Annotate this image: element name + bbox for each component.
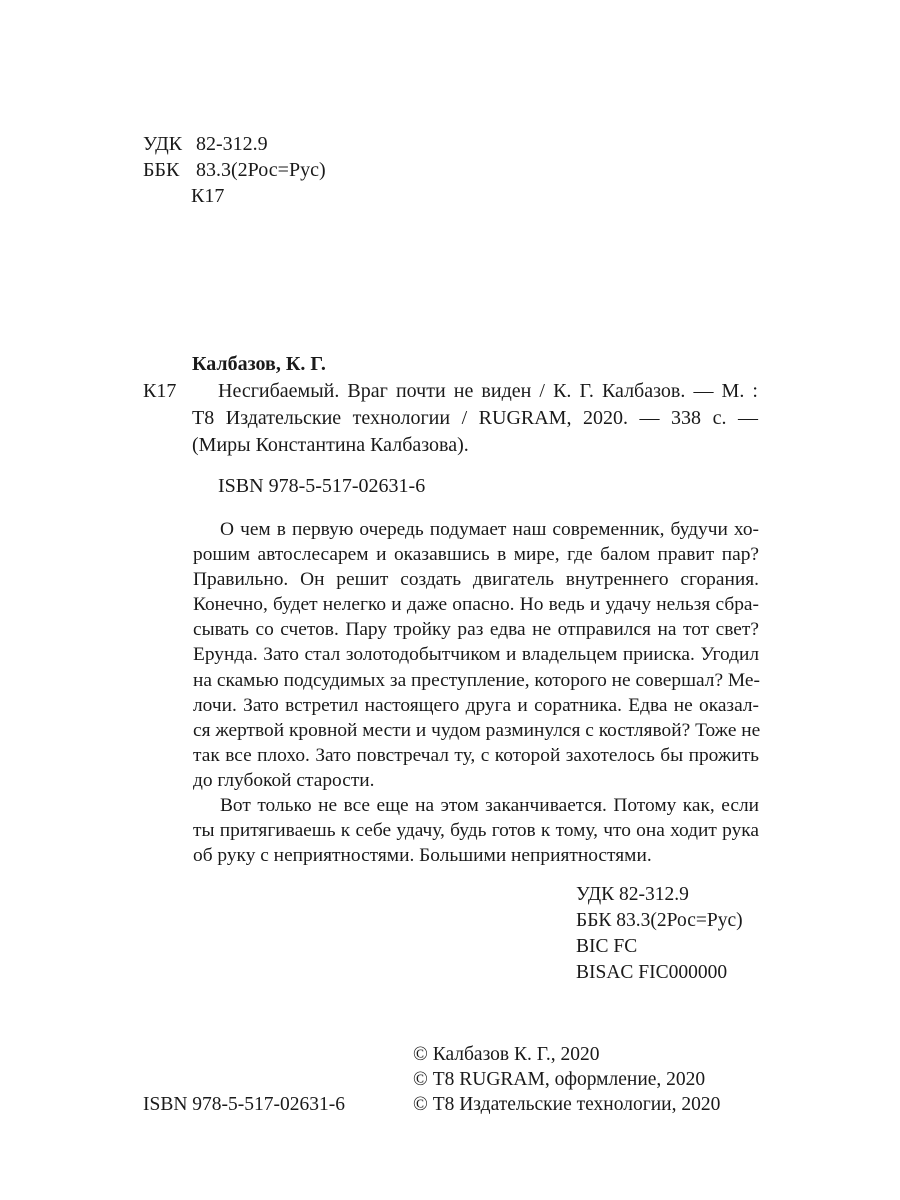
annotation-line: сывать со счетов. Пару тройку раз едва не отправился на тот свет? xyxy=(193,619,759,641)
annotation xyxy=(193,517,759,868)
copyright-publisher: © Т8 Издательские технологии, 2020 xyxy=(413,1094,721,1115)
annotation-line: Правильно. Он решит создать двигатель внутреннего сгорания. xyxy=(193,569,759,591)
bib-line-1: Несгибаемый. Враг почти не виден / К. Г. Калбазов. — М. : xyxy=(218,380,758,402)
udk-value: 82-312.9 xyxy=(196,133,268,155)
annotation-line: ся жертвой кровной мести и чудом разминулся с костлявой? Тоже не xyxy=(193,719,761,741)
bib-isbn: ISBN 978-5-517-02631-6 xyxy=(218,475,426,497)
bbk-label: ББК xyxy=(143,159,180,181)
annotation-line: об руку с неприятностями. Большими неприятностями. xyxy=(193,845,652,867)
annotation-line: Конечно, будет нелегко и даже опасно. Но ведь и удачу нельзя сбра- xyxy=(193,594,759,616)
copyright-design: © Т8 RUGRAM, оформление, 2020 xyxy=(413,1069,706,1090)
right-bisac: BISAC FIC000000 xyxy=(576,962,728,983)
annotation-line: ты притягиваешь к себе удачу, будь готов к тому, что она ходит рука xyxy=(193,820,759,842)
right-bbk: ББК 83.3(2Рос=Рус) xyxy=(576,910,743,931)
annotation-line: до глубокой старости. xyxy=(193,769,375,791)
right-udk: УДК 82-312.9 xyxy=(576,884,689,905)
annotation-line: О чем в первую очередь подумает наш современник, будучи хо- xyxy=(220,519,759,540)
top-author-mark: К17 xyxy=(191,185,225,207)
annotation-line: лочи. Зато встретил настоящего друга и соратника. Едва не оказал- xyxy=(193,694,759,716)
annotation-line: Ерунда. Зато стал золотодобытчиком и владельцем прииска. Угодил xyxy=(193,644,759,666)
bib-author-mark: К17 xyxy=(143,380,177,402)
bib-line-3: (Миры Константина Калбазова). xyxy=(192,434,469,456)
bbk-value: 83.3(2Рос=Рус) xyxy=(196,159,326,181)
bib-line-2: Т8 Издательские технологии / RUGRAM, 2020. — 338 с. — xyxy=(192,407,758,429)
udk-label: УДК xyxy=(143,133,183,155)
udk-row xyxy=(143,131,268,157)
annotation-line: Вот только не все еще на этом заканчивается. Потому как, если xyxy=(220,795,759,817)
right-bic: BIC FC xyxy=(576,936,638,957)
bbk-row xyxy=(143,157,326,183)
copyright-author: © Калбазов К. Г., 2020 xyxy=(413,1044,600,1065)
book-author: Калбазов, К. Г. xyxy=(192,353,326,375)
annotation-line: на скамью подсудимых за преступление, которого не совершал? Ме- xyxy=(193,669,760,691)
footer-isbn: ISBN 978-5-517-02631-6 xyxy=(143,1094,346,1115)
annotation-line: рошим автослесарем и оказавшись в мире, где балом правит пар? xyxy=(193,544,759,566)
annotation-line: так все плохо. Зато повстречал ту, с которой захотелось бы прожить xyxy=(193,744,759,766)
